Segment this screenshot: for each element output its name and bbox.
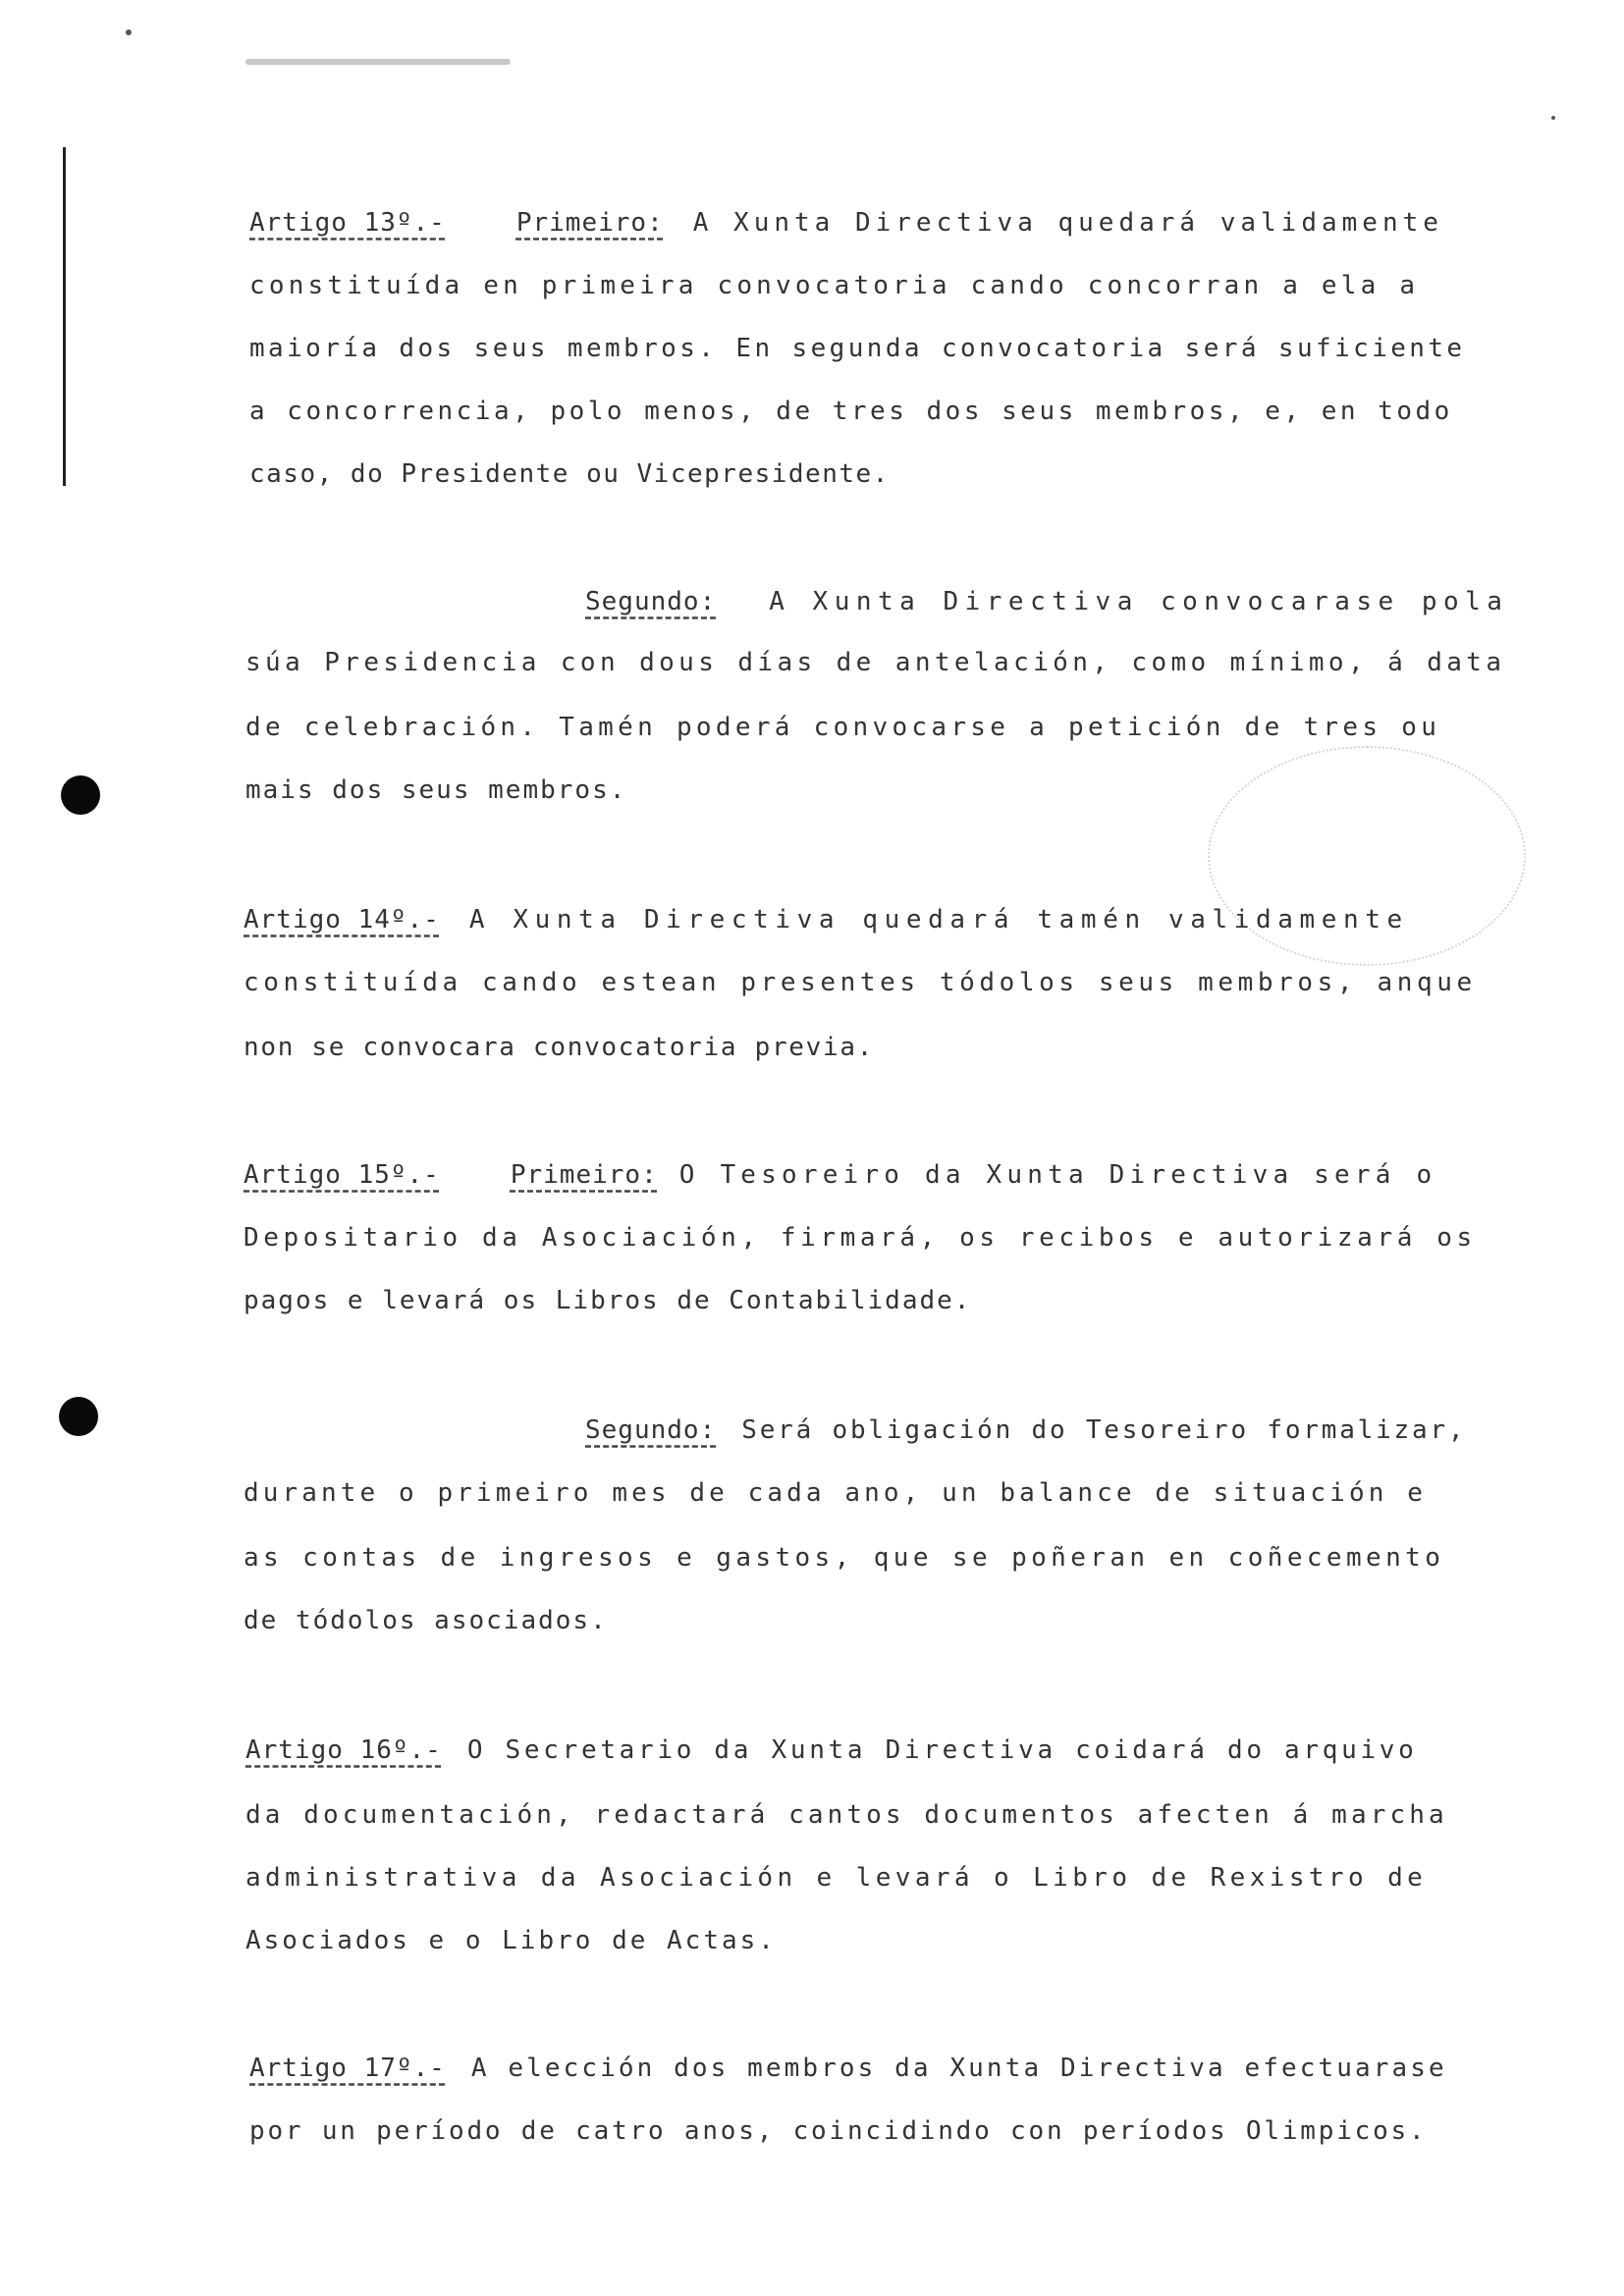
article-15-line-1 bbox=[244, 1160, 1436, 1190]
article-13-primeiro-text-1: A Xunta Directiva quedará validamente bbox=[692, 208, 1443, 238]
article-14-line-1 bbox=[244, 905, 1409, 934]
article-15-segundo-line-1 bbox=[585, 1415, 1466, 1445]
article-13-segundo-line-3: de celebración. Tamén poderá convocarse a petición de tres ou bbox=[245, 713, 1441, 742]
article-15-segundo-line-2: durante o primeiro mes de cada ano, un balance de situación e bbox=[244, 1478, 1427, 1508]
article-15-primeiro-text-1: O Tesoreiro da Xunta Directiva será o bbox=[678, 1160, 1437, 1190]
article-15-segundo-text-1: Será obligación do Tesoreiro formalizar, bbox=[741, 1415, 1467, 1445]
article-16-line-2: da documentación, redactará cantos documentos afecten á marcha bbox=[245, 1800, 1448, 1830]
speck bbox=[1551, 116, 1555, 120]
article-13-line-4: a concorrencia, polo menos, de tres dos seus membros, e, en todo bbox=[249, 397, 1453, 426]
article-13-line-3: maioría dos seus membros. En segunda convocatoria será suficiente bbox=[249, 334, 1466, 363]
article-15-segundo-line-3: as contas de ingresos e gastos, que se poñeran en coñecemento bbox=[244, 1543, 1445, 1573]
article-14-text-1: A Xunta Directiva quedará tamén validamente bbox=[468, 905, 1409, 934]
article-15-segundo-line-4: de tódolos asociados. bbox=[244, 1606, 608, 1635]
article-13-primeiro-label: Primeiro: bbox=[515, 208, 664, 238]
article-15-primeiro-label: Primeiro: bbox=[510, 1160, 658, 1190]
article-13-line-1 bbox=[249, 208, 1443, 238]
article-13-segundo-line-2: súa Presidencia con dous días de antelación, como mínimo, á data bbox=[245, 648, 1506, 677]
article-14-label: Artigo 14º.- bbox=[244, 905, 440, 934]
article-15-line-2: Depositario da Asociación, firmará, os recibos e autorizará os bbox=[244, 1223, 1477, 1253]
article-13-segundo-line-1 bbox=[585, 587, 1508, 616]
article-17-label: Artigo 17º.- bbox=[249, 2054, 446, 2083]
article-13-segundo-text-1: A Xunta Directiva convocarase pola bbox=[769, 587, 1509, 616]
article-14-line-2: constituída cando estean presentes tódolos seus membros, anque bbox=[244, 968, 1477, 997]
punch-hole-top bbox=[61, 775, 100, 815]
speck bbox=[126, 29, 132, 35]
punch-hole-bottom bbox=[59, 1397, 98, 1436]
article-14-line-3: non se convocara convocatoria previa. bbox=[244, 1033, 875, 1062]
article-15-label: Artigo 15º.- bbox=[244, 1160, 440, 1190]
article-13-segundo-line-4: mais dos seus membros. bbox=[245, 775, 627, 805]
article-17-text-1: A elección dos membros da Xunta Directiva efectuarase bbox=[470, 2054, 1447, 2083]
article-16-line-3: administrativa da Asociación e levará o Libro de Rexistro de bbox=[245, 1863, 1428, 1893]
article-15-segundo-label: Segundo: bbox=[585, 1415, 717, 1445]
article-13-line-5: caso, do Presidente ou Vicepresidente. bbox=[249, 459, 890, 489]
article-17-line-1 bbox=[249, 2054, 1447, 2083]
article-17-line-2: por un período de catro anos, coincidindo con períodos Olimpicos. bbox=[249, 2116, 1428, 2146]
margin-rule bbox=[63, 147, 66, 486]
article-15-line-3: pagos e levará os Libros de Contabilidade. bbox=[244, 1286, 972, 1315]
article-13-segundo-label: Segundo: bbox=[585, 587, 717, 616]
article-16-line-4: Asociados e o Libro de Actas. bbox=[245, 1926, 777, 1955]
article-16-label: Artigo 16º.- bbox=[245, 1735, 442, 1765]
scan-smudge bbox=[245, 59, 511, 65]
article-16-text-1: O Secretario da Xunta Directiva coidará do arquivo bbox=[466, 1735, 1418, 1765]
article-13-label: Artigo 13º.- bbox=[249, 208, 446, 238]
article-16-line-1 bbox=[245, 1735, 1418, 1765]
article-13-line-2: constituída en primeira convocatoria cando concorran a ela a bbox=[249, 271, 1420, 300]
